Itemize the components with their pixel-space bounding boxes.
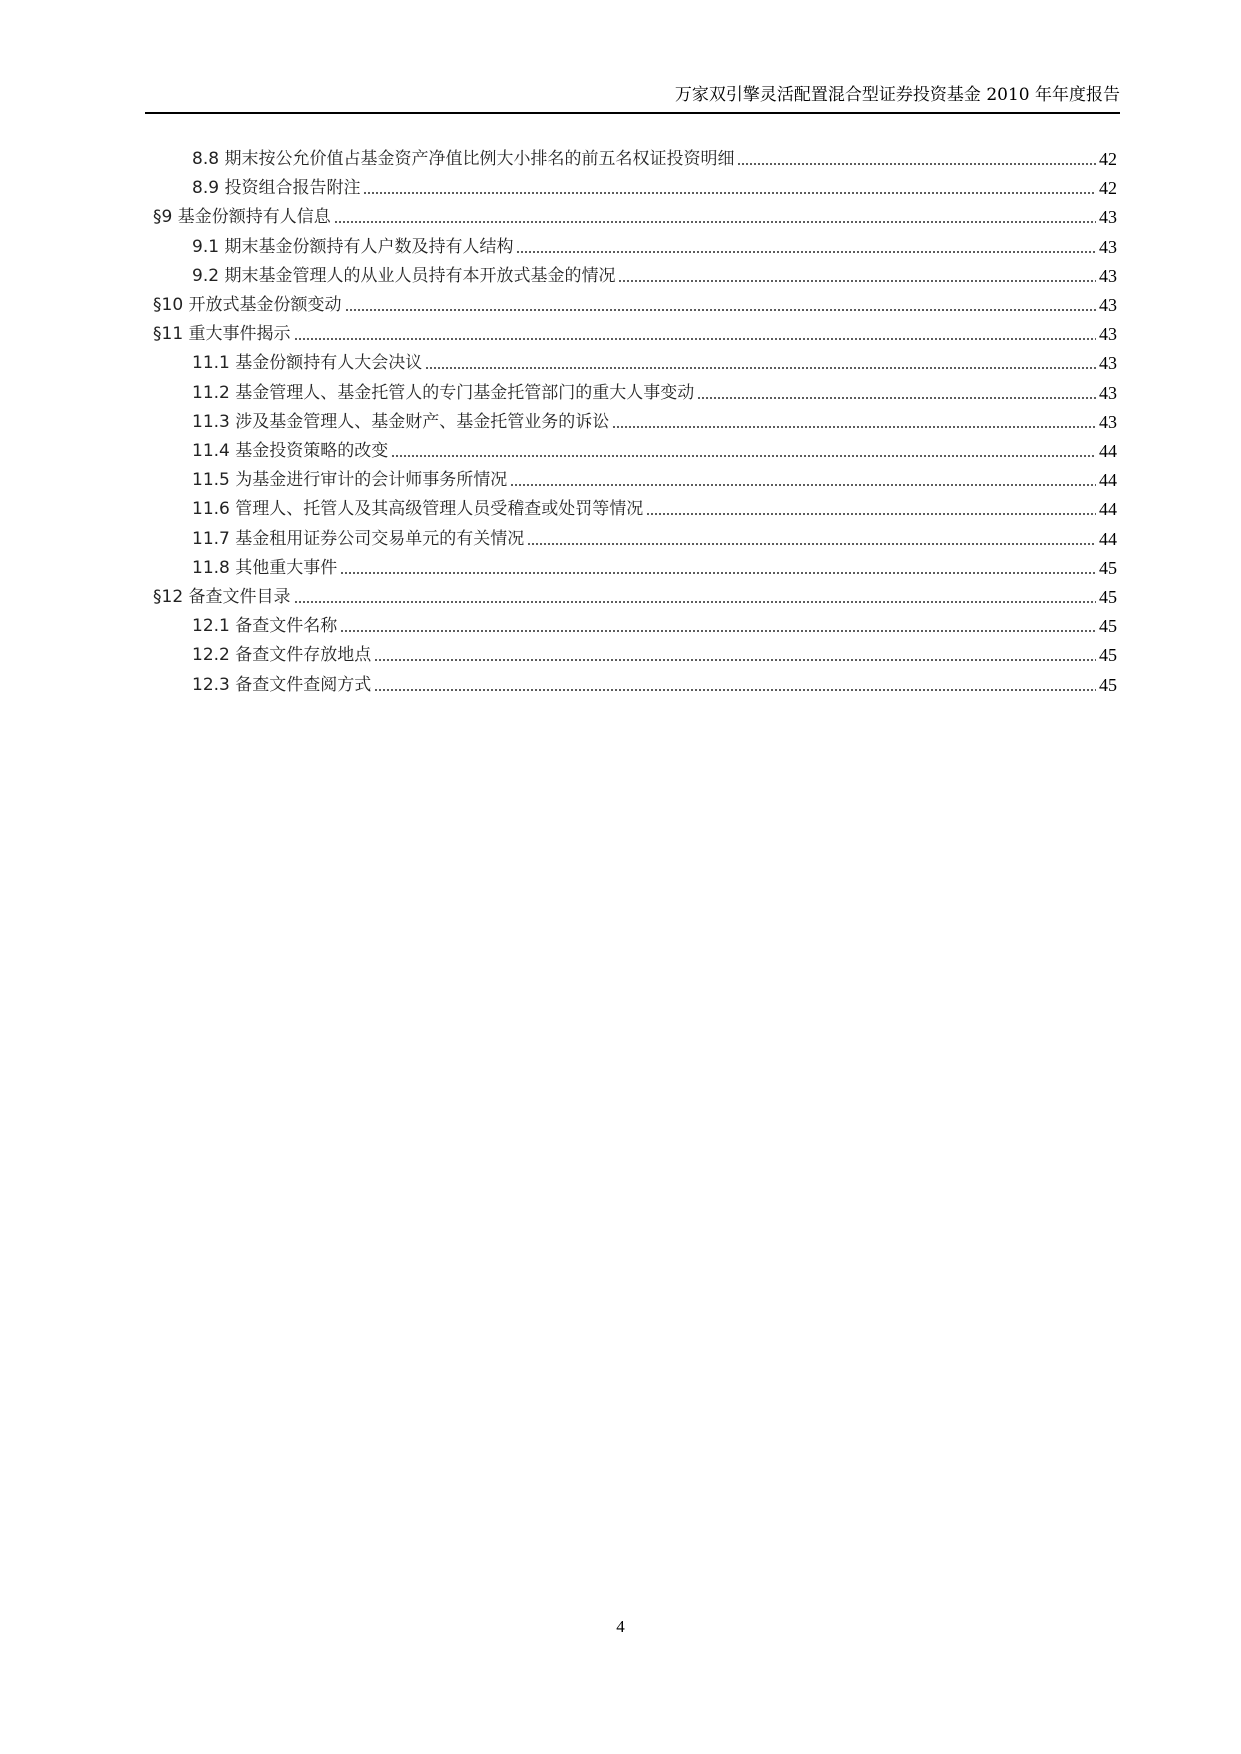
toc-dot-leader — [646, 512, 1096, 516]
toc-entry-page-number: 42 — [1099, 178, 1117, 198]
toc-entry-label: 11.2 基金管理人、基金托管人的专门基金托管部门的重大人事变动 — [192, 383, 695, 403]
toc-dot-leader — [425, 366, 1096, 370]
toc-subsection-entry[interactable] — [192, 169, 1117, 199]
toc-dot-leader — [391, 454, 1096, 458]
toc-entry-page-number: 43 — [1099, 266, 1117, 286]
toc-entry-label: §9 基金份额持有人信息 — [153, 207, 331, 227]
toc-section-entry[interactable] — [153, 286, 1117, 316]
toc-entry-page-number: 44 — [1099, 529, 1117, 549]
toc-entry-label: 11.6 管理人、托管人及其高级管理人员受稽查或处罚等情况 — [192, 499, 644, 519]
toc-dot-leader — [527, 542, 1096, 546]
toc-dot-leader — [374, 658, 1096, 662]
toc-entry-label: 11.3 涉及基金管理人、基金财产、基金托管业务的诉讼 — [192, 412, 610, 432]
toc-entry-label: §12 备查文件目录 — [153, 587, 291, 607]
toc-entry-label: 11.1 基金份额持有人大会决议 — [192, 353, 423, 373]
page-number: 4 — [616, 1617, 625, 1636]
toc-entry-label: 8.9 投资组合报告附注 — [192, 178, 361, 198]
toc-entry-label: 12.2 备查文件存放地点 — [192, 645, 372, 665]
toc-entry-page-number: 45 — [1099, 675, 1117, 695]
toc-entry-page-number: 45 — [1099, 616, 1117, 636]
toc-subsection-entry[interactable] — [192, 140, 1117, 170]
toc-entry-label: 11.7 基金租用证券公司交易单元的有关情况 — [192, 529, 525, 549]
toc-subsection-entry[interactable] — [192, 461, 1117, 491]
toc-entry-page-number: 43 — [1099, 237, 1117, 257]
toc-section-entry[interactable] — [153, 578, 1117, 608]
toc-subsection-entry[interactable] — [192, 490, 1117, 520]
toc-dot-leader — [340, 629, 1096, 633]
toc-subsection-entry[interactable] — [192, 374, 1117, 404]
toc-dot-leader — [345, 308, 1096, 312]
report-header-title: 万家双引擎灵活配置混合型证券投资基金 2010 年年度报告 — [674, 85, 1120, 105]
toc-entry-label: 9.1 期末基金份额持有人户数及持有人结构 — [192, 237, 514, 257]
toc-entry-label: 11.8 其他重大事件 — [192, 558, 338, 578]
toc-dot-leader — [510, 483, 1096, 487]
toc-subsection-entry[interactable] — [192, 636, 1117, 666]
toc-subsection-entry[interactable] — [192, 607, 1117, 637]
toc-dot-leader — [334, 220, 1096, 224]
toc-entry-page-number: 43 — [1099, 324, 1117, 344]
toc-entry-page-number: 44 — [1099, 499, 1117, 519]
toc-subsection-entry[interactable] — [192, 549, 1117, 579]
toc-subsection-entry[interactable] — [192, 432, 1117, 462]
toc-entry-label: 8.8 期末按公允价值占基金资产净值比例大小排名的前五名权证投资明细 — [192, 149, 735, 169]
toc-entry-label: §11 重大事件揭示 — [153, 324, 291, 344]
toc-entry-page-number: 44 — [1099, 441, 1117, 461]
toc-dot-leader — [363, 191, 1096, 195]
toc-entry-label: 12.1 备查文件名称 — [192, 616, 338, 636]
toc-entry-label: 9.2 期末基金管理人的从业人员持有本开放式基金的情况 — [192, 266, 616, 286]
toc-entry-page-number: 45 — [1099, 587, 1117, 607]
toc-subsection-entry[interactable] — [192, 228, 1117, 258]
toc-dot-leader — [737, 162, 1096, 166]
toc-subsection-entry[interactable] — [192, 344, 1117, 374]
toc-entry-page-number: 43 — [1099, 353, 1117, 373]
toc-entry-label: 12.3 备查文件查阅方式 — [192, 675, 372, 695]
toc-dot-leader — [516, 250, 1096, 254]
toc-entry-page-number: 43 — [1099, 412, 1117, 432]
toc-dot-leader — [697, 396, 1096, 400]
toc-dot-leader — [294, 600, 1096, 604]
toc-entry-page-number: 43 — [1099, 207, 1117, 227]
toc-entry-label: §10 开放式基金份额变动 — [153, 295, 342, 315]
toc-dot-leader — [612, 425, 1096, 429]
toc-section-entry[interactable] — [153, 198, 1117, 228]
header-divider — [145, 112, 1120, 114]
toc-subsection-entry[interactable] — [192, 666, 1117, 696]
toc-entry-label: 11.4 基金投资策略的改变 — [192, 441, 389, 461]
toc-entry-page-number: 45 — [1099, 645, 1117, 665]
toc-section-entry[interactable] — [153, 315, 1117, 345]
toc-dot-leader — [374, 688, 1096, 692]
toc-entry-page-number: 44 — [1099, 470, 1117, 490]
toc-entry-page-number: 43 — [1099, 383, 1117, 403]
toc-subsection-entry[interactable] — [192, 403, 1117, 433]
toc-entry-page-number: 42 — [1099, 149, 1117, 169]
toc-dot-leader — [294, 337, 1096, 341]
toc-entry-page-number: 43 — [1099, 295, 1117, 315]
toc-dot-leader — [618, 279, 1096, 283]
toc-subsection-entry[interactable] — [192, 520, 1117, 550]
toc-dot-leader — [340, 571, 1096, 575]
toc-subsection-entry[interactable] — [192, 257, 1117, 287]
toc-entry-label: 11.5 为基金进行审计的会计师事务所情况 — [192, 470, 508, 490]
toc-entry-page-number: 45 — [1099, 558, 1117, 578]
